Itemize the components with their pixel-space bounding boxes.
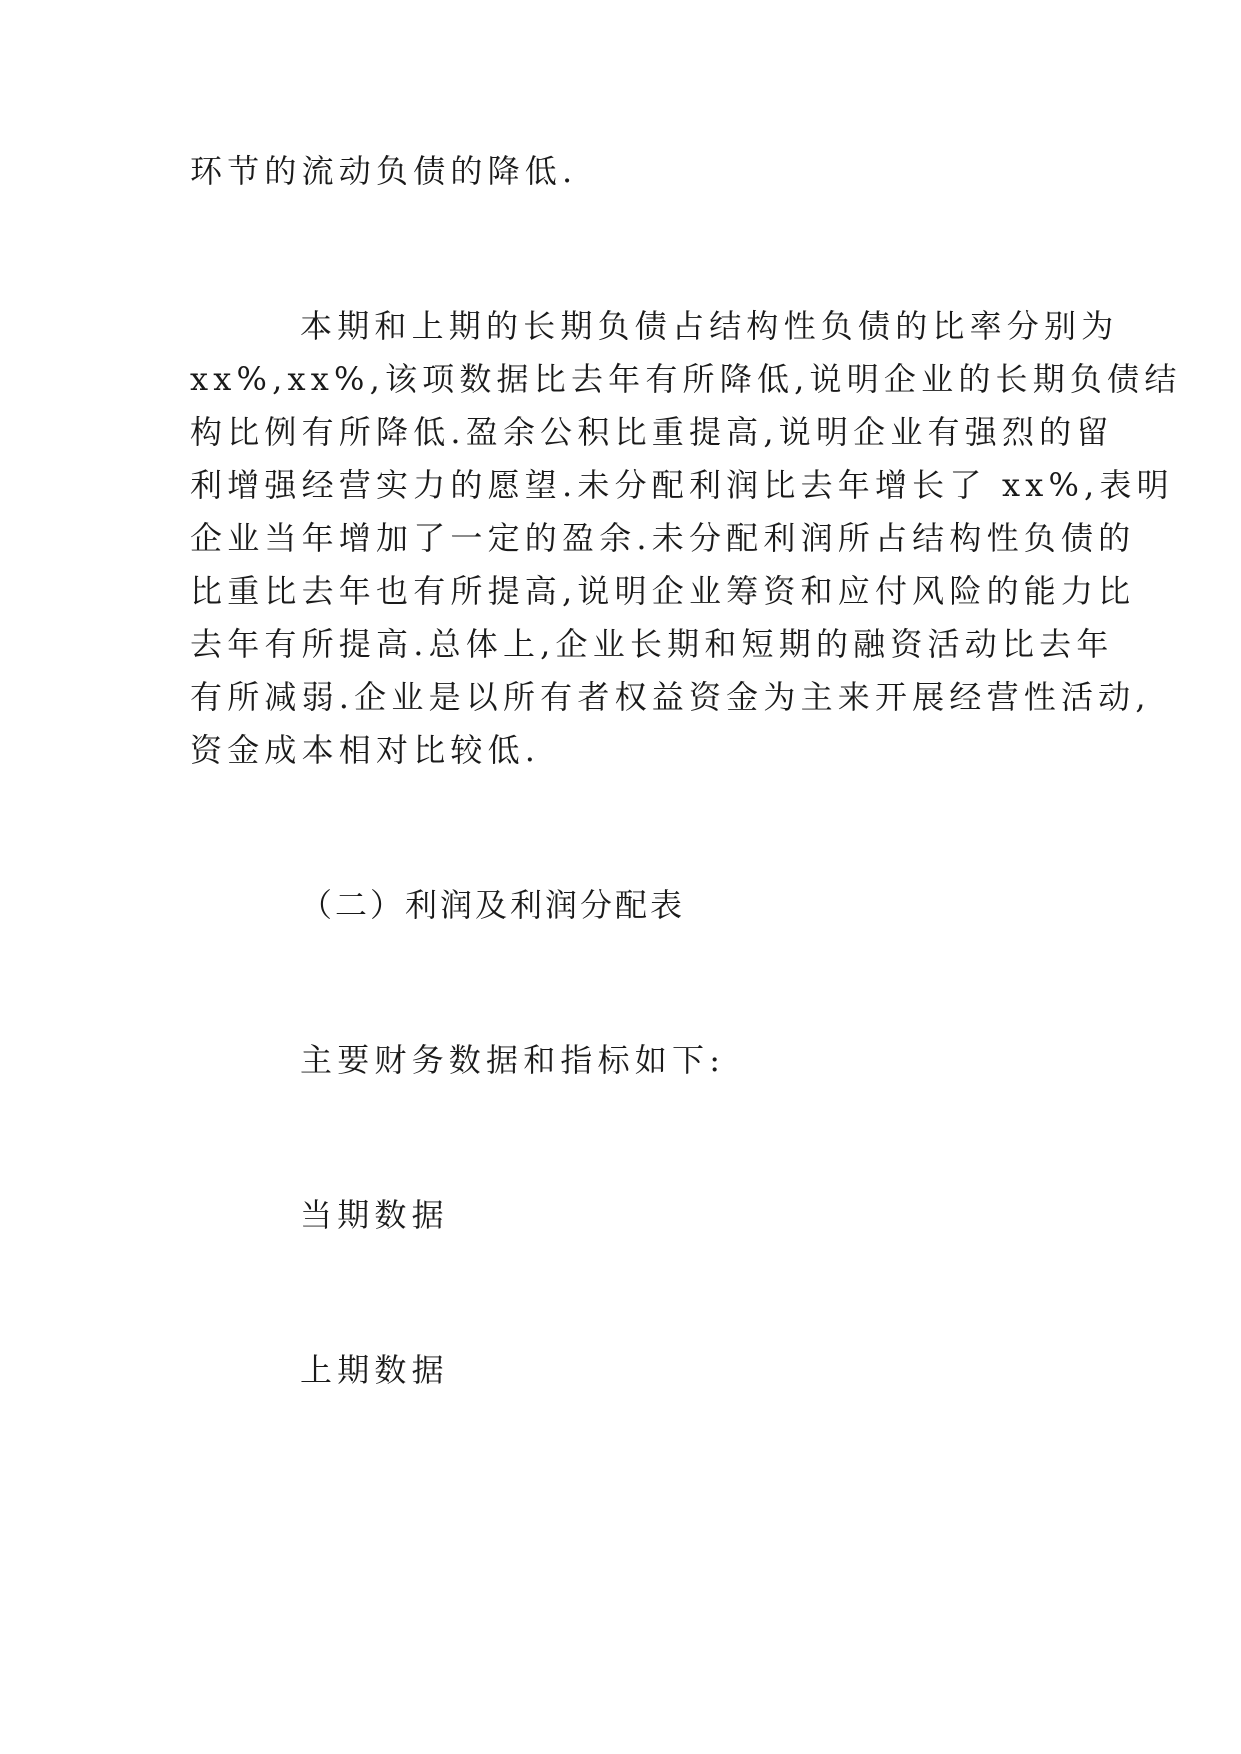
current-period-label: 当期数据	[300, 1196, 449, 1234]
paragraph-2-line-6: 比重比去年也有所提高,说明企业筹资和应付风险的能力比	[190, 572, 1136, 610]
paragraph-2-line-2: xx%,xx%,该项数据比去年有所降低,说明企业的长期负债结	[190, 360, 1182, 398]
previous-period-label: 上期数据	[300, 1351, 449, 1389]
section-heading: （二）利润及利润分配表	[300, 886, 686, 924]
intro-line: 主要财务数据和指标如下:	[300, 1041, 726, 1079]
paragraph-2-line-9: 资金成本相对比较低.	[190, 731, 541, 769]
paragraph-2-line-5: 企业当年增加了一定的盈余.未分配利润所占结构性负债的	[190, 519, 1136, 557]
paragraph-1-line-1: 环节的流动负债的降低.	[190, 152, 578, 190]
paragraph-2-line-8: 有所减弱.企业是以所有者权益资金为主来开展经营性活动,	[190, 678, 1151, 716]
paragraph-2-line-3: 构比例有所降低.盈余公积比重提高,说明企业有强烈的留	[190, 413, 1114, 451]
paragraph-2-line-1: 本期和上期的长期负债占结构性负债的比率分别为	[300, 307, 1119, 345]
paragraph-2-line-7: 去年有所提高.总体上,企业长期和短期的融资活动比去年	[190, 625, 1114, 663]
paragraph-2-line-4: 利增强经营实力的愿望.未分配利润比去年增长了 xx%,表明	[190, 466, 1174, 504]
